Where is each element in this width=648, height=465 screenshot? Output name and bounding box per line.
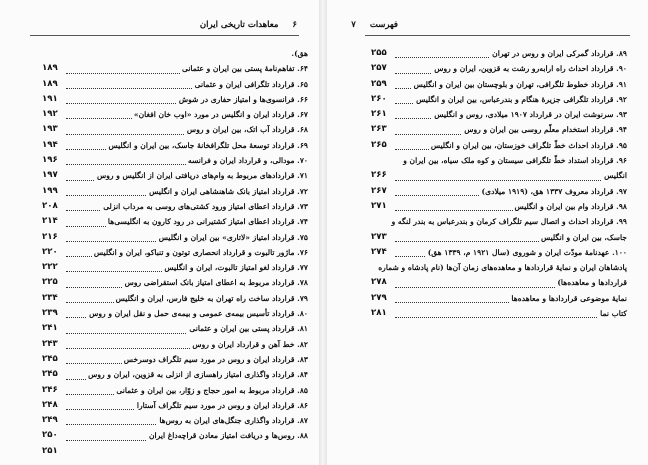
right-page-header [351, 20, 398, 30]
toc-entry-title: ۹۸. قرارداد وام بین ایران و انگلیس [513, 199, 629, 214]
toc-entry-page: ۲۷۹ [369, 291, 389, 306]
toc-entry-page: ۲۶۵ [369, 138, 389, 153]
toc-entry-title: ۷۲. قرارداد امتیاز بانک شاهنشاهی ایران و انگلیس [147, 184, 310, 199]
right-header-rule [365, 35, 630, 36]
toc-entry-title: ۹۳. سرنوشت ایران در قرارداد ۱۹۰۷ میلادی، روس و انگلیس [432, 107, 629, 122]
toc-entry [369, 230, 629, 245]
toc-entry-page: ۲۴۹ [40, 413, 60, 428]
toc-entry [40, 107, 310, 122]
toc-entry-title: ۶۵. قرارداد تلگرافی ایران و عثمانی [193, 77, 310, 92]
toc-entry-title: ۷۶. ماژور تالبوت و قرارداد انحصاری توتون و تنباکو، ایران و انگلیس [92, 245, 310, 260]
toc-entry-page: ۱۸۹ [40, 61, 60, 76]
toc-entry-page: ۲۶۳ [369, 122, 389, 137]
toc-entry-title: ۷۵. قرارداد امتیاز «لاتاری» بین ایران و انگلیس [157, 230, 310, 245]
toc-entry [40, 184, 310, 199]
toc-entry [369, 107, 629, 122]
toc-entry [369, 214, 629, 229]
toc-entry-title: هق). [289, 46, 310, 61]
toc-entry [369, 184, 629, 199]
toc-entry-page: ۲۷۱ [369, 199, 389, 214]
toc-entry-page: ۲۰۸ [40, 199, 60, 214]
right-page [327, 0, 648, 465]
book-gutter [319, 0, 327, 465]
toc-entry [40, 413, 310, 428]
toc-entry-page: ۱۹۱ [40, 92, 60, 107]
toc-entry-title: ۸۸. روس‌ها و دریافت امتیاز معادن قراچه‌داغ ایران [147, 428, 310, 443]
dot-leader [395, 317, 629, 318]
toc-entry-page: ۱۹۲ [40, 107, 60, 122]
toc-entry [40, 428, 310, 443]
toc-entry-page: ۲۷۸ [369, 275, 389, 290]
toc-entry-title: کتاب‌ نما [598, 306, 629, 321]
toc-entry-page: ۲۴۸ [40, 398, 60, 413]
toc-entry [40, 138, 310, 153]
toc-entry [40, 153, 310, 168]
toc-entry [40, 61, 310, 76]
toc-entry [40, 367, 310, 382]
toc-entry-page: ۲۷۴ [369, 245, 389, 260]
toc-entry-title: ۹۵. قرارداد احداث خطّ تلگراف خوزستان، بین ایران و انگلیس [429, 138, 629, 153]
toc-entry-title: ۹۹. قرارداد احداث و اتصال سیم تلگراف کرمان و بندرعباس به بندر لنگه و [390, 214, 629, 229]
toc-entry-page: ۲۴۶ [40, 383, 60, 398]
left-page [0, 0, 319, 465]
toc-entry-page: ۱۹۶ [40, 153, 60, 168]
right-toc-list [369, 46, 629, 321]
toc-entry [40, 77, 310, 92]
left-page-header [200, 20, 297, 30]
toc-entry [40, 199, 310, 214]
toc-entry [40, 245, 310, 260]
toc-entry-page: ۲۶۷ [369, 184, 389, 199]
toc-entry [40, 260, 310, 275]
toc-entry-title: ۸۷. قرارداد واگذاری جنگل‌های ایران به روس‌ها [157, 413, 310, 428]
toc-entry-title: ۶۷. قرارداد ایران و انگلیس در مورد «اوب خان افغان» [132, 107, 310, 122]
toc-entry [40, 352, 310, 367]
toc-entry-page: ۲۳۹ [40, 306, 60, 321]
dot-leader [395, 180, 629, 181]
toc-entry-title: ۷۳. قرارداد اعطای امتیاز ورود کشتی‌های روسی به مرداب انزلی [101, 199, 310, 214]
toc-entry-title: ۹۶. قرارداد استداد خطّ تلگرافی سیستان و کوه ملک سیاه، بین ایران و [401, 153, 629, 168]
toc-entry-page: ۱۹۳ [40, 122, 60, 137]
toc-entry-page: ۱۹۷ [40, 168, 60, 183]
toc-entry-title: ۸۳. قرارداد ایران و روس در مورد سیم تلگراف دوسرخس [122, 352, 310, 367]
toc-entry [40, 275, 310, 290]
toc-entry-page: ۲۱۶ [40, 230, 60, 245]
toc-entry-title: ۸۵. قرارداد مربوط به امور حجاج و زوّار، بین ایران و عثمانی [114, 383, 310, 398]
toc-entry-title: ۱۰۰. عهدنامهٔ مودّت ایران و شوروی (سال ۱۹۲۱ م، ۱۳۳۹ هق) [426, 245, 629, 260]
toc-entry [40, 291, 310, 306]
toc-entry-title: ۶۴. تفاهم‌نامهٔ پستی بین ایران و عثمانی [180, 61, 310, 76]
toc-entry-page: ۲۵۰ [40, 428, 60, 443]
toc-entry-page: ۲۶۰ [369, 92, 389, 107]
toc-entry-page: ۱۹۴ [40, 138, 60, 153]
toc-entry-title: ۶۸. قرارداد آب اتک، بین ایران و روس [185, 122, 310, 137]
toc-entry-title: ۸۲. خط آهن و قرارداد ایران و روس [190, 337, 310, 352]
toc-entry-title: ۷۱. قراردادهای مربوط به وام‌های دریافتی ایران از انگلیس و روس [95, 168, 310, 183]
toc-entry [40, 398, 310, 413]
toc-entry [369, 306, 629, 321]
toc-entry-page: ۲۷۳ [369, 230, 389, 245]
toc-entry-page: ۲۵۹ [369, 77, 389, 92]
right-page-number: ۷ [351, 20, 356, 30]
toc-entry [369, 138, 629, 153]
toc-entry [40, 214, 310, 229]
toc-entry [369, 168, 629, 183]
toc-entry [40, 383, 310, 398]
toc-entry-page: ۲۱۴ [40, 214, 60, 229]
toc-entry-page: ۲۴۳ [40, 337, 60, 352]
toc-entry-page: ۲۴۵ [40, 352, 60, 367]
toc-entry [40, 306, 310, 321]
toc-entry-title: ۸۰. قرارداد تأسیس بیمه‌ی عمومی و بیمه‌ی حمل و نقل ایران و روس [87, 306, 310, 321]
toc-entry-title: نمایهٔ موضوعی قراردادها و معاهده‌ها [509, 291, 629, 306]
toc-entry [369, 46, 629, 61]
toc-entry-page: ۲۴۵ [40, 367, 60, 382]
toc-entry [369, 275, 629, 290]
toc-entry [40, 46, 310, 61]
toc-entry [40, 122, 310, 137]
toc-entry-title: ۷۴. قرارداد اعطای امتیاز کشتیرانی در رود کارون به انگلیسی‌ها [106, 214, 310, 229]
toc-entry [40, 230, 310, 245]
toc-entry-title: ۸۱. قرارداد پستی بین ایران و عثمانی [187, 321, 310, 336]
right-page-title: فهرست [369, 20, 398, 30]
toc-entry-title: ۹۴. قرارداد استخدام معلّم روسی بین ایران و روس [462, 122, 629, 137]
toc-entry-page: ۲۲۰ [40, 245, 60, 260]
toc-entry-page: ۲۴۱ [40, 321, 60, 336]
toc-entry-page: ۲۸۱ [369, 306, 389, 321]
toc-entry-title: ۶۹. قرارداد توسعهٔ محل تلگرافخانهٔ جاسک، بین ایران و انگلیس [106, 138, 310, 153]
left-page-number: ۶ [292, 20, 297, 30]
toc-entry-title: ۹۰. قرارداد احداث راه ارابه‌رو رشت به قزوین، ایران و روس [432, 61, 629, 76]
toc-entry-page: ۲۳۴ [40, 291, 60, 306]
toc-entry-title: قراردادها و معاهده‌ها) [555, 275, 629, 290]
toc-entry-page: ۲۵۵ [369, 46, 389, 61]
toc-entry-title: ۷۹. قرارداد ساخت راه تهران به خلیج فارس، ایران و انگلیس [114, 291, 310, 306]
toc-entry-title: ۸۹. قرارداد گمرکی ایران و روس در تهران [490, 46, 629, 61]
toc-entry [369, 61, 629, 76]
toc-entry-page: ۲۵۷ [369, 61, 389, 76]
toc-entry-title: ۷۸. قرارداد مربوط به اعطای امتیاز بانک استقراضی روس [123, 275, 310, 290]
toc-entry [40, 444, 310, 459]
toc-entry-title: ۸۶. قرارداد ایران و روس در مورد سیم تلگراف آستارا [135, 398, 310, 413]
toc-entry-page: ۱۹۹ [40, 184, 60, 199]
toc-entry-title: ۹۱. قرارداد خطوط تلگرافی، تهران و بلوچستان بین ایران و انگلیس [412, 77, 629, 92]
toc-entry [369, 245, 629, 260]
toc-entry [369, 92, 629, 107]
toc-entry [40, 321, 310, 336]
toc-entry-page: ۱۸۹ [40, 77, 60, 92]
toc-entry-title: جاسک، بین ایران و انگلیس [539, 230, 629, 245]
toc-entry [369, 77, 629, 92]
toc-entry-title: ۷۷. قرارداد لغو امتیاز تالبوت، ایران و انگلیس [162, 260, 310, 275]
toc-entry [40, 337, 310, 352]
toc-entry-page: ۲۲۵ [40, 275, 60, 290]
toc-entry-title: ۸۴. قرارداد واگذاری امتیاز راهسازی از انزلی به قزوین، ایران و روس [86, 367, 310, 382]
toc-entry-page: ۲۲۲ [40, 260, 60, 275]
toc-entry [40, 168, 310, 183]
toc-entry-title: ۶۶. فرانسوی‌ها و امتیاز حفاری در شوش [177, 92, 310, 107]
toc-entry-title: ۹۷. قرارداد معروف ۱۳۳۷ هق، (۱۹۱۹ میلادی) [480, 184, 629, 199]
toc-entry-page: ۲۶۱ [369, 107, 389, 122]
toc-entry [369, 260, 629, 275]
toc-entry [369, 122, 629, 137]
left-page-title: معاهدات تاریخی ایران [199, 20, 279, 30]
toc-entry [369, 291, 629, 306]
toc-entry-title: ۹۲. قرارداد تلگرافی جزیرهٔ هنگام و بندرعباس، بین ایران و انگلیس [414, 92, 629, 107]
toc-entry [369, 199, 629, 214]
toc-entry-page: ۲۶۶ [369, 168, 389, 183]
left-header-rule [30, 35, 299, 36]
left-toc-list [40, 46, 310, 459]
toc-entry-page: ۲۵۱ [40, 444, 60, 459]
toc-entry [369, 153, 629, 168]
toc-entry-title: انگلیس [602, 168, 629, 183]
toc-entry-title: پادشاهان ایران و نمایهٔ قراردادها و معاهده‌های زمان آن‌ها (نام پادشاه و شماره [376, 260, 629, 275]
toc-entry [40, 92, 310, 107]
toc-entry-title: ۷۰. مودالی، و قرارداد ایران و فرانسه [186, 153, 310, 168]
